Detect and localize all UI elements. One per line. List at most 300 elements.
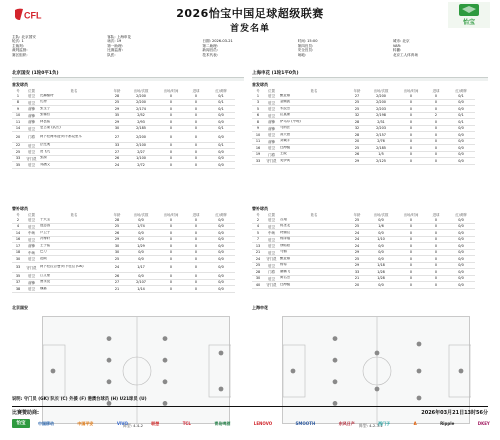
- table-cell: 0: [194, 156, 198, 161]
- table-cell: 27: [114, 134, 120, 139]
- table-cell: 0: [409, 139, 413, 144]
- table-cell: 前锋: [28, 244, 35, 249]
- table-cell: 2/100: [136, 143, 146, 148]
- table-cell: 24: [354, 230, 360, 235]
- table-cell: 0: [409, 237, 413, 242]
- table-cell: 0: [409, 269, 413, 274]
- table-cell: 0: [409, 132, 413, 137]
- info-cell: 赛区组织:: [12, 52, 28, 57]
- table-cell: 24: [354, 243, 360, 248]
- home-meta-band: [12, 77, 244, 81]
- header-cell: 姓名: [70, 88, 78, 93]
- table-cell: 0/0: [458, 243, 464, 248]
- table-cell: 0/0: [458, 139, 464, 144]
- table-cell: 0: [409, 93, 413, 98]
- table-cell: 0/0: [218, 230, 224, 235]
- cfl-logo: [14, 8, 48, 22]
- table-cell: 0: [434, 237, 438, 242]
- table-cell: 29: [114, 119, 120, 124]
- table-cell: 后卫: [28, 218, 35, 223]
- table-cell: 0: [194, 106, 198, 111]
- player-name: 张稀哲: [40, 113, 51, 117]
- info-cell: 城市: 北京: [392, 39, 410, 44]
- home-starting-title: 首发球员: [12, 82, 28, 87]
- table-cell: 前锋: [28, 280, 35, 285]
- table-cell: 0: [194, 224, 198, 229]
- table-cell: 21: [255, 250, 261, 255]
- table-cell: 29: [354, 250, 360, 255]
- table-cell: 37: [15, 280, 21, 285]
- table-cell: 中场: [28, 250, 35, 255]
- header-cell: 出场/时间: [403, 88, 419, 93]
- player-name: 卢卫子: [40, 230, 51, 234]
- table-cell: 28: [255, 269, 261, 274]
- table-cell: 0/0: [218, 256, 224, 261]
- player-name: 杨希: [280, 263, 287, 267]
- table-cell: 0: [169, 224, 173, 229]
- table-cell: 0: [409, 119, 413, 124]
- away-pitch: [282, 316, 470, 428]
- table-cell: 前锋: [28, 113, 35, 118]
- page-subtitle: 首发名单: [229, 24, 270, 34]
- header-cell: 年龄: [353, 88, 361, 93]
- table-cell: 20: [15, 134, 21, 139]
- table-cell: 0/0: [138, 217, 144, 222]
- table-cell: 5: [256, 230, 260, 235]
- table-cell: 2: [256, 217, 260, 222]
- table-cell: 0: [169, 126, 173, 131]
- table-cell: 0: [409, 158, 413, 163]
- table-cell: 0/0: [458, 282, 464, 287]
- table-cell: 后卫: [268, 94, 275, 99]
- table-cell: 32: [354, 113, 360, 118]
- away-formation: 阵型: 4-2-3-1: [359, 423, 383, 428]
- header-cell: 位置: [28, 88, 35, 93]
- table-cell: 0: [169, 286, 173, 291]
- away-starting-title: 首发球员: [252, 82, 268, 87]
- table-cell: 25: [354, 224, 360, 229]
- table-cell: 1/10: [377, 237, 385, 242]
- table-cell: 后卫: [28, 257, 35, 262]
- table-cell: 0: [434, 158, 438, 163]
- table-cell: 5: [256, 106, 260, 111]
- header-cell: 进球: [432, 212, 440, 217]
- table-cell: 前锋: [28, 120, 35, 125]
- table-cell: 7: [256, 237, 260, 242]
- table-cell: 25: [255, 263, 261, 268]
- table-cell: 0: [409, 263, 413, 268]
- table-cell: 0: [409, 145, 413, 150]
- table-row: [12, 263, 235, 274]
- table-cell: 0: [169, 265, 173, 270]
- table-cell: 0: [194, 93, 198, 98]
- player-name: 汪海健: [280, 282, 291, 286]
- table-cell: 前锋: [268, 139, 275, 144]
- table-row: [12, 286, 235, 293]
- table-cell: 1: [16, 93, 20, 98]
- table-cell: 26: [114, 156, 120, 161]
- table-header: [252, 212, 475, 217]
- player-name: 萨乌尔 (中场): [280, 119, 301, 123]
- table-cell: 后卫: [268, 146, 275, 151]
- header-cell: 进球: [192, 88, 200, 93]
- table-cell: 1/14: [137, 286, 145, 291]
- table-cell: 0: [194, 162, 198, 167]
- table-cell: 24: [114, 265, 120, 270]
- table-cell: 25: [354, 106, 360, 111]
- table-cell: 27: [114, 149, 120, 154]
- table-cell: 0/1: [218, 93, 224, 98]
- table-cell: 1/29: [137, 243, 145, 248]
- table-cell: 0: [194, 265, 198, 270]
- sponsors-label: 比赛赞助商:: [12, 410, 40, 416]
- player-name: 黄名杰: [280, 276, 291, 280]
- table-cell: 0/0: [458, 106, 464, 111]
- table-cell: 8: [256, 119, 260, 124]
- table-cell: 0/1: [218, 126, 224, 131]
- header-cell: 号: [16, 88, 20, 93]
- table-cell: 0/0: [218, 280, 224, 285]
- table-cell: 0: [434, 132, 438, 137]
- table-cell: 0: [169, 217, 173, 222]
- table-cell: 0: [194, 217, 198, 222]
- table-cell: 0: [434, 217, 438, 222]
- table-cell: 0/0: [378, 230, 384, 235]
- table-cell: 0/0: [218, 162, 224, 167]
- player-name: 冯博轩: [40, 237, 51, 241]
- table-cell: 0/1: [218, 100, 224, 105]
- table-cell: 守门员: [266, 257, 277, 262]
- table-cell: 后卫: [268, 276, 275, 281]
- table-cell: 19: [255, 152, 261, 157]
- table-cell: 18: [15, 250, 21, 255]
- player-name: 江文豪: [40, 273, 51, 277]
- table-cell: 0/1: [458, 93, 464, 98]
- table-cell: 11: [15, 119, 21, 124]
- away-subs-title: 替补球员: [252, 206, 268, 211]
- player-name: 恩古莱 (队长): [40, 126, 61, 130]
- table-cell: 后卫: [268, 237, 275, 242]
- table-cell: 0/0: [218, 149, 224, 154]
- table-cell: 2/200: [136, 100, 146, 105]
- header-cell: 位置: [268, 88, 275, 93]
- table-cell: 后卫: [268, 244, 275, 249]
- table-cell: 2/200: [376, 93, 386, 98]
- table-cell: 0: [434, 269, 438, 274]
- sponsor-logo: 西门子: [378, 421, 391, 426]
- table-cell: 26: [354, 152, 360, 157]
- info-cell: 主裁判:: [12, 43, 24, 48]
- header-cell: 红/黄牌: [215, 88, 227, 93]
- table-cell: 13: [255, 243, 261, 248]
- header-cell: 红/黄牌: [215, 212, 227, 217]
- table-cell: 后卫: [268, 224, 275, 229]
- table-cell: 后卫: [28, 224, 35, 229]
- table-cell: 后卫: [268, 250, 275, 255]
- table-cell: 0: [169, 256, 173, 261]
- table-cell: 0/0: [138, 230, 144, 235]
- table-cell: 0: [434, 145, 438, 150]
- player-dot: [333, 336, 338, 341]
- table-cell: 0: [434, 119, 438, 124]
- page-title: 2026怡宝中国足球超级联赛: [176, 7, 324, 20]
- table-cell: 0: [409, 250, 413, 255]
- header-cell: 号: [256, 212, 260, 217]
- table-cell: 29: [114, 106, 120, 111]
- table-cell: 0/0: [458, 145, 464, 150]
- table-cell: 0: [194, 273, 198, 278]
- table-cell: 0: [434, 243, 438, 248]
- table-cell: 0/0: [458, 100, 464, 105]
- table-cell: 2/125: [376, 158, 386, 163]
- away-team-line: 上海申花 (1轮1平0负): [252, 71, 299, 76]
- table-cell: 0/1: [458, 119, 464, 124]
- table-cell: 24: [114, 162, 120, 167]
- header-cell: 进球: [192, 212, 200, 217]
- table-cell: 后卫: [28, 150, 35, 155]
- table-cell: 27: [114, 280, 120, 285]
- table-cell: 1: [256, 93, 260, 98]
- header-cell: 号: [16, 212, 20, 217]
- player-dot: [163, 379, 168, 384]
- table-cell: 0/0: [218, 265, 224, 270]
- table-row: [252, 282, 475, 289]
- table-cell: 2/203: [376, 126, 386, 131]
- table-cell: 29: [354, 158, 360, 163]
- table-cell: 前锋: [28, 107, 35, 112]
- player-name: 吉翔: [280, 217, 287, 221]
- sponsor-logo: [448, 2, 490, 28]
- player-name: 张玉宁: [40, 106, 51, 110]
- table-cell: 25: [354, 100, 360, 105]
- home-formation: 阵型: 4-4-2: [123, 423, 144, 428]
- player-name: 鲍亚雄: [280, 256, 291, 260]
- table-cell: 25: [15, 149, 21, 154]
- home-pitch-drawing: [43, 317, 231, 425]
- table-cell: 0/1: [458, 113, 464, 118]
- table-cell: 25: [114, 100, 120, 105]
- table-cell: 25: [114, 256, 120, 261]
- table-cell: 2/93: [137, 119, 145, 124]
- table-cell: 2/200: [136, 134, 146, 139]
- info-cell: 主队: 北京国安: [12, 35, 36, 39]
- header-cell: 姓名: [310, 88, 318, 93]
- sponsor-logo: 联想: [151, 421, 160, 426]
- table-cell: 1/5: [378, 152, 384, 157]
- sponsor-logo-first: 怡宝: [12, 419, 30, 428]
- table-cell: 33: [114, 143, 120, 148]
- table-cell: 0: [194, 119, 198, 124]
- table-cell: 后卫: [28, 287, 35, 292]
- table-cell: 0: [169, 162, 173, 167]
- info-cell: 裁判监督:: [12, 48, 28, 53]
- table-cell: 33: [15, 265, 21, 270]
- table-cell: 0/0: [458, 158, 464, 163]
- table-header: [12, 212, 235, 217]
- table-cell: 0/0: [378, 250, 384, 255]
- table-cell: 16: [255, 145, 261, 150]
- table-cell: 2/198: [376, 113, 386, 118]
- header-cell: 红/黄牌: [455, 88, 467, 93]
- info-cell: 第四官员:: [297, 43, 314, 48]
- header-cell: 年龄: [353, 212, 361, 217]
- table-cell: 1/100: [136, 156, 146, 161]
- player-name: 拉莫斯: [280, 113, 291, 117]
- info-row: [12, 53, 488, 57]
- info-cell: 技术代表:: [202, 52, 218, 57]
- player-name: 法比奥: [40, 143, 51, 147]
- table-cell: 0/0: [138, 273, 144, 278]
- player-name: 魏嘉: [40, 286, 47, 290]
- table-cell: 0: [169, 113, 173, 118]
- table-cell: 0/0: [458, 224, 464, 229]
- table-cell: 30: [255, 276, 261, 281]
- player-name: 吴伊寅: [280, 158, 291, 162]
- table-cell: 0: [194, 126, 198, 131]
- table-cell: 4: [256, 224, 260, 229]
- info-cell: 场次: 19: [107, 39, 122, 44]
- header-cell: 姓名: [310, 212, 318, 217]
- generated-date: 2026年03月21日13时56分: [421, 410, 488, 416]
- cfl-logo-text: CFL: [24, 10, 42, 21]
- info-cell: 第一助理:: [107, 43, 123, 48]
- table-cell: 21: [114, 286, 120, 291]
- table-cell: 后卫: [28, 94, 35, 99]
- table-cell: 1/74: [137, 224, 145, 229]
- table-cell: 0: [169, 156, 173, 161]
- table-cell: 2/185: [376, 145, 386, 150]
- player-dot: [107, 358, 112, 363]
- info-cell: 新闻官员:: [202, 48, 218, 53]
- table-cell: 2: [16, 217, 20, 222]
- table-cell: 24: [354, 237, 360, 242]
- table-cell: 40: [255, 282, 261, 287]
- sponsor-logo: Ripple: [440, 421, 455, 426]
- player-name: 高天意: [280, 132, 291, 136]
- sponsor-logo: 青岛啤酒: [214, 421, 231, 426]
- player-name: 徐皓阳: [280, 243, 291, 247]
- table-cell: 守门员: [266, 283, 277, 288]
- table-cell: 0/0: [458, 217, 464, 222]
- info-cell: 安全官员:: [297, 48, 314, 53]
- player-dot: [107, 379, 112, 384]
- table-cell: 20: [354, 282, 360, 287]
- player-name: 池忠国: [40, 224, 51, 228]
- table-cell: 11: [255, 139, 261, 144]
- table-cell: 0/0: [458, 126, 464, 131]
- header-cell: 姓名: [70, 212, 78, 217]
- table-cell: 22: [15, 143, 21, 148]
- header-cell: 出场/时间: [163, 212, 179, 217]
- player-name: 杨泽翔: [280, 237, 291, 241]
- player-name: 阿卜杜拉合曼·阿卜杜拉 (GK): [40, 265, 84, 269]
- table-cell: 0: [409, 100, 413, 105]
- table-cell: 8: [16, 100, 20, 105]
- match-info: [12, 35, 488, 57]
- table-cell: 后卫: [28, 237, 35, 242]
- table-cell: 25: [354, 145, 360, 150]
- table-cell: 0/0: [458, 263, 464, 268]
- table-cell: 35: [15, 162, 21, 167]
- player-name: 金顺凯: [280, 100, 291, 104]
- table-cell: 1/28: [377, 276, 385, 281]
- table-cell: 29: [114, 237, 120, 242]
- table-cell: 0: [169, 119, 173, 124]
- player-name: 王政: [280, 152, 287, 156]
- table-cell: 1/17: [137, 265, 145, 270]
- player-dot: [107, 336, 112, 341]
- player-name: 邓涵文: [40, 162, 51, 166]
- sponsor-logo: VIVO: [116, 421, 128, 426]
- table-cell: 0: [169, 93, 173, 98]
- table-cell: 2/185: [136, 126, 146, 131]
- home-subs-title: 替补球员: [12, 206, 28, 211]
- info-cell: 轮次: 1: [12, 39, 24, 44]
- table-cell: 30: [114, 243, 120, 248]
- player-name: 阿卜杜海米提·阿不都克里木: [40, 134, 82, 138]
- player-name: 巴力: [40, 250, 47, 254]
- home-lineup-title: 北京国安: [12, 305, 28, 310]
- header-cell: 出场/时间: [163, 88, 179, 93]
- player-name: 范硕: [40, 256, 47, 260]
- sponsor-logo: 东风日产: [338, 421, 355, 426]
- player-name: 鲍亚雄: [280, 93, 291, 97]
- table-cell: 0/0: [458, 237, 464, 242]
- away-meta-band: [252, 77, 488, 81]
- table-cell: 中场: [268, 231, 275, 236]
- player-name: 刘诚宇: [280, 139, 291, 143]
- table-cell: 0: [434, 256, 438, 261]
- table-cell: 35: [15, 273, 21, 278]
- table-cell: 0/0: [218, 224, 224, 229]
- table-cell: 0/0: [218, 217, 224, 222]
- table-cell: 0: [434, 106, 438, 111]
- player-name: 王子铭: [40, 243, 51, 247]
- table-cell: 0/0: [218, 113, 224, 118]
- table-cell: 0: [169, 237, 173, 242]
- table-cell: 后卫: [268, 263, 275, 268]
- header-cell: 进球: [432, 88, 440, 93]
- table-cell: 门将: [28, 135, 35, 140]
- table-cell: 0: [194, 250, 198, 255]
- table-cell: 0/0: [378, 243, 384, 248]
- table-row: [252, 158, 475, 165]
- table-cell: 0: [409, 276, 413, 281]
- table-cell: 后卫: [28, 100, 35, 105]
- table-cell: 0: [409, 217, 413, 222]
- table-cell: 0: [194, 256, 198, 261]
- table-cell: 28: [114, 93, 120, 98]
- table-cell: 0: [409, 230, 413, 235]
- table-cell: 前锋: [268, 126, 275, 131]
- header-cell: 年龄: [113, 212, 121, 217]
- table-cell: 0/0: [218, 237, 224, 242]
- table-cell: 0: [434, 224, 438, 229]
- player-dot: [375, 387, 380, 392]
- table-cell: 2/203: [376, 106, 386, 111]
- table-cell: 0: [434, 276, 438, 281]
- header-cell: 号: [256, 88, 260, 93]
- table-cell: 25: [354, 256, 360, 261]
- table-cell: 4: [16, 224, 20, 229]
- table-cell: 前锋: [268, 120, 275, 125]
- info-cell: 队医:: [107, 52, 116, 57]
- header-cell: 出场/次数: [133, 212, 149, 217]
- table-cell: 0/0: [218, 134, 224, 139]
- sponsor-strip: [36, 420, 492, 427]
- sponsor-logo: LENOVO: [253, 421, 273, 426]
- sponsor-logo: A: [413, 421, 417, 426]
